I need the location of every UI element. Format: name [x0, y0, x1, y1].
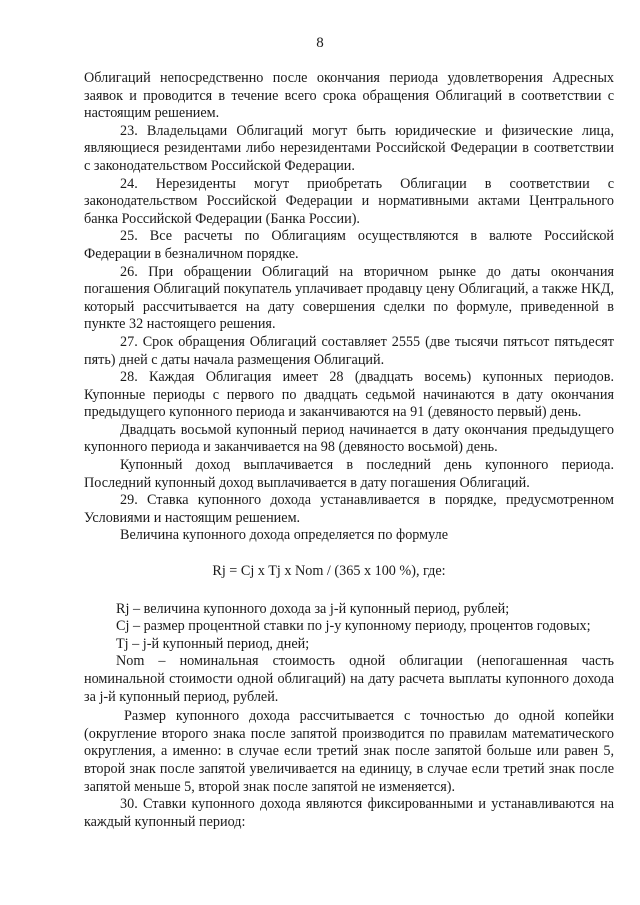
paragraph-29: 29. Ставка купонного дохода устанавливается в порядке, предусмотренном Условиями и настоящим решением.	[84, 492, 614, 526]
paragraph-25: 25. Все расчеты по Облигациям осуществляются в валюте Российской Федерации в безналичном порядке.	[84, 228, 614, 262]
paragraph-continuation: Облигаций непосредственно после окончания периода удовлетворения Адресных заявок и проводится в течение всего срока обращения Облигаций в соответствии с настоящим решением.	[84, 70, 614, 122]
coupon-formula: Rj = Cj x Tj x Nom / (365 x 100 %), где:	[212, 563, 446, 580]
page-number: 8	[316, 35, 324, 51]
document-body	[84, 70, 614, 831]
paragraph-rounding: Размер купонного дохода рассчитывается с точностью до одной копейки (округление второго знака после запятой производится по правилам математического округления, а именно: в случае если третий знак после запятой больше или равен 5, второй знак после запятой увеличивается на единицу, в случае если третий знак после запятой меньше 5, второй знак после запятой не изменяется).	[84, 708, 614, 795]
paragraph-24: 24. Нерезиденты могут приобретать Облигации в соответствии с законодательством Российской Федерации и нормативными актами Центрального банка Российской Федерации (Банка России).	[84, 175, 614, 227]
paragraph-23: 23. Владельцами Облигаций могут быть юридические и физические лица, являющиеся резидентами либо нерезидентами Российской Федерации в соответствии с законодательством Российской Федерации.	[84, 122, 614, 174]
paragraph-28-third-part: Купонный доход выплачивается в последний день купонного периода. Последний купонный доход выплачивается в дату погашения Облигаций.	[84, 457, 614, 491]
paragraph-28: 28. Каждая Облигация имеет 28 (двадцать восемь) купонных периодов. Купонные периоды с первого по двадцать седьмой начинаются в дату окончания предыдущего купонного периода и заканчиваются на 91 (девяносто первый) день.	[84, 369, 614, 421]
paragraph-29-formula-intro: Величина купонного дохода определяется по формуле	[120, 527, 448, 544]
definition-cj: Cj – размер процентной ставки по j-у купонному периоду, процентов годовых;	[116, 618, 591, 635]
definition-nom: Nom – номинальная стоимость одной облигации (непогашенная часть номинальной стоимости одной облигаций) на дату расчета выплаты купонного дохода за j-й купонный период, рублей.	[84, 653, 614, 705]
paragraph-27: 27. Срок обращения Облигаций составляет 2555 (две тысячи пятьсот пятьдесят пять) дней с даты начала размещения Облигаций.	[84, 333, 614, 368]
paragraph-26: 26. При обращении Облигаций на вторичном рынке до даты окончания погашения Облигаций покупатель уплачивает продавцу цену Облигаций, а также НКД, который рассчитывается на дату совершения сделки по формуле, приведенной в пункте 32 настоящего решения.	[84, 263, 614, 333]
definition-rj: Rj – величина купонного дохода за j-й купонный период, рублей;	[116, 600, 510, 617]
paragraph-28-second-part: Двадцать восьмой купонный период начинается в дату окончания предыдущего купонного периода и заканчивается на 98 (девяносто восьмой) день.	[84, 421, 614, 456]
paragraph-30: 30. Ставки купонного дохода являются фиксированными и устанавливаются на каждый купонный период:	[84, 796, 614, 830]
definition-tj: Tj – j-й купонный период, дней;	[116, 635, 310, 652]
